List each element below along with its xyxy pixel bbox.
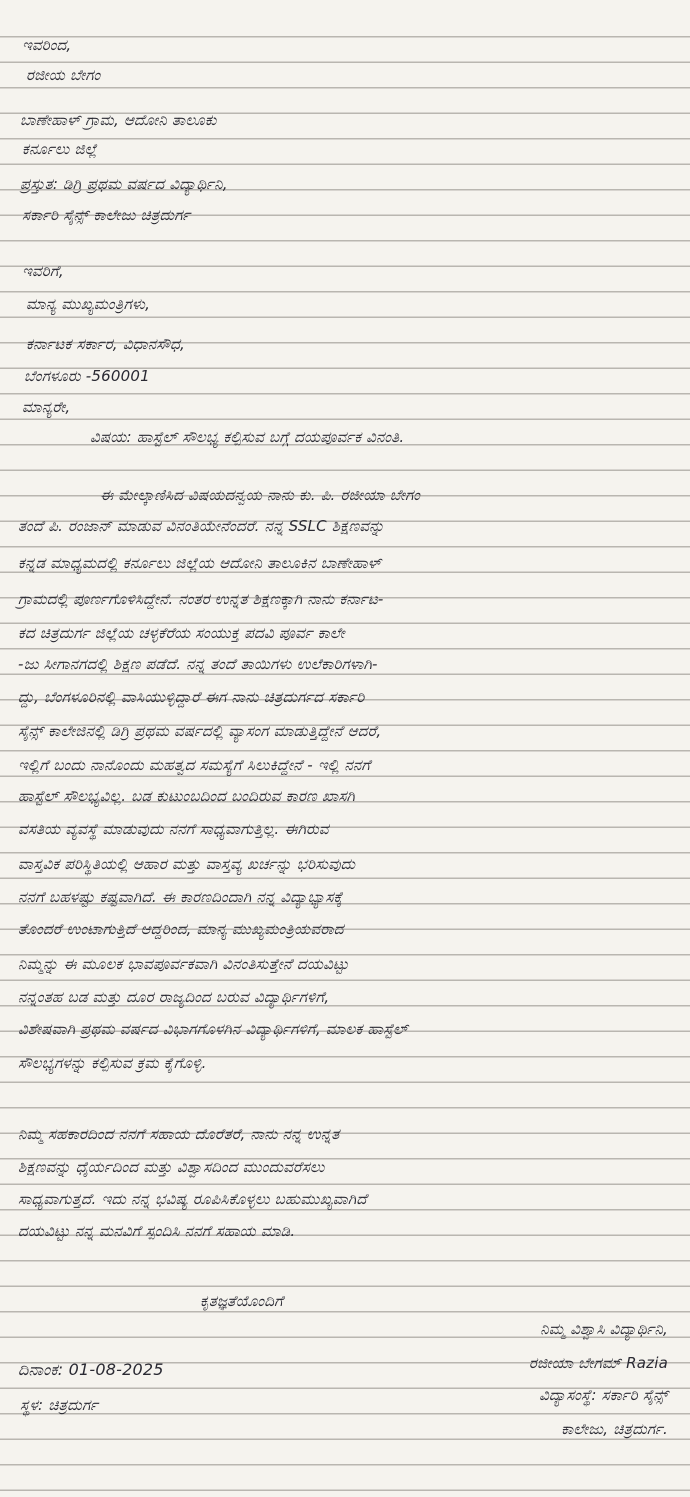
body-line: ವಿಶೇಷವಾಗಿ ಪ್ರಥಮ ವರ್ಷದ ವಿಭಾಗಗೊಳಗಿನ ವಿದ್ಯಾರ್ಥಿಗಳಿಗೆ, ಮಾಲಕ ಹಾಸ್ಟೆಲ್ (18, 1020, 408, 1038)
body-line: ಕದ ಚಿತ್ರದುರ್ಗ ಜಿಲ್ಲೆಯ ಚಳ್ಳಕೆರೆಯ ಸಂಯುಕ್ತ ಪದವಿ ಪೂರ್ವ ಕಾಲೇ (18, 624, 345, 642)
place-line: ಸ್ಥಳ: ಚಿತ್ರದುರ್ಗ (20, 1396, 99, 1414)
body-line: -ಜು ಸೀಗಾನಗದಲ್ಲಿ ಶಿಕ್ಷಣ ಪಡೆದೆ. ನನ್ನ ತಂದೆ ತಾಯಿಗಳು ಉಲೆಕಾರಿಗಳಾಗಿ- (18, 655, 378, 673)
recipient-title: ಮಾನ್ಯ ಮುಖ್ಯಮಂತ್ರಿಗಳು, (26, 295, 151, 313)
signature-line: ವಿದ್ಯಾಸಂಸ್ಥೆ: ಸರ್ಕಾರಿ ಸೈನ್ಸ್ (539, 1386, 668, 1404)
salutation: ಮಾನ್ಯರೇ, (22, 398, 71, 416)
body-line: ಗ್ರಾಮದಲ್ಲಿ ಪೂರ್ಣಗೊಳಿಸಿದ್ದೇನೆ. ನಂತರ ಉನ್ನತ ಶಿಕ್ಷಣಕ್ಕಾಗಿ ನಾನು ಕರ್ನಾಟ- (18, 590, 384, 608)
recipient-city: ಬೆಂಗಳೂರು -560001 (24, 367, 150, 385)
sender-district: ಕರ್ನೂಲು ಜಿಲ್ಲೆ (22, 140, 98, 158)
signature-line: ನಿಮ್ಮ ವಿಶ್ವಾಸಿ ವಿದ್ಯಾರ್ಥಿನಿ, (540, 1320, 668, 1338)
closing-line: ನಿಮ್ಮ ಸಹಕಾರದಿಂದ ನನಗೆ ಸಹಾಯ ದೊರೆತರೆ, ನಾನು ನನ್ನ ಉನ್ನತ (18, 1125, 340, 1143)
sender-name: ರಜೀಯ ಬೇಗಂ (26, 66, 101, 84)
signature-line: ಕಾಲೇಜು, ಚಿತ್ರದುರ್ಗ. (561, 1420, 668, 1438)
body-line: ಇಲ್ಲಿಗೆ ಬಂದು ನಾನೊಂದು ಮಹತ್ವದ ಸಮಸ್ಯೆಗೆ ಸಿಲುಕಿದ್ದೇನೆ - ಇಲ್ಲಿ ನನಗೆ (18, 756, 371, 774)
body-line: ವಾಸ್ತವಿಕ ಪರಿಸ್ಥಿತಿಯಲ್ಲಿ ಆಹಾರ ಮತ್ತು ವಾಸ್ತವ್ಯ ಖರ್ಚನ್ನು ಭರಿಸುವುದು (18, 855, 356, 873)
body-line: ದ್ದು, ಬೆಂಗಳೂರಿನಲ್ಲಿ ವಾಸಿಯುಳ್ಳಿದ್ದಾರೆ ಈಗ ನಾನು ಚಿತ್ರದುರ್ಗದ ಸರ್ಕಾರಿ (18, 688, 365, 706)
sender-village: ಬಾಣೇಹಾಳ್ ಗ್ರಾಮ, ಆದೋನಿ ತಾಲೂಕು (20, 111, 217, 129)
recipient-office: ಕರ್ನಾಟಕ ಸರ್ಕಾರ, ವಿಧಾನಸೌಧ, (26, 335, 185, 353)
sender-present: ಪ್ರಸ್ತುತ: ಡಿಗ್ರಿ ಪ್ರಥಮ ವರ್ಷದ ವಿದ್ಯಾರ್ಥಿನಿ, (20, 175, 228, 193)
body-line: ವಸತಿಯ ವ್ಯವಸ್ಥೆ ಮಾಡುವುದು ನನಗೆ ಸಾಧ್ಯವಾಗುತ್ತಿಲ್ಲ. ಈಗಿರುವ (18, 820, 329, 838)
body-line: ತೊಂದರೆ ಉಂಟಾಗುತ್ತಿದೆ ಆದ್ದರಿಂದ, ಮಾನ್ಯ ಮುಖ್ಯಮಂತ್ರಿಯವರಾದ (18, 920, 344, 938)
from-label: ಇವರಿಂದ, (22, 36, 72, 54)
body-line: ಈ ಮೇಲ್ಕಾಣಿಸಿದ ವಿಷಯದನ್ವಯ ನಾನು ಕು. ಪಿ. ರಜೀಯಾ ಬೇಗಂ (100, 486, 421, 504)
sender-college: ಸರ್ಕಾರಿ ಸೈನ್ಸ್ ಕಾಲೇಜು ಚಿತ್ರದುರ್ಗ (22, 206, 191, 224)
body-line: ನನಗೆ ಬಹಳಷ್ಟು ಕಷ್ಟವಾಗಿದೆ. ಈ ಕಾರಣದಿಂದಾಗಿ ನನ್ನ ವಿದ್ಯಾಭ್ಯಾಸಕ್ಕೆ (18, 888, 343, 906)
closing-line: ಸಾಧ್ಯವಾಗುತ್ತದೆ. ಇದು ನನ್ನ ಭವಿಷ್ಯ ರೂಪಿಸಿಕೊಳ್ಳಲು ಬಹುಮುಖ್ಯವಾಗಿದೆ (18, 1190, 367, 1208)
body-line: ಸೌಲಭ್ಯಗಳನ್ನು ಕಲ್ಪಿಸುವ ಕ್ರಮ ಕೈಗೊಳ್ಳಿ. (18, 1054, 207, 1072)
body-line: ನನ್ನಂತಹ ಬಡ ಮತ್ತು ದೂರ ರಾಜ್ಯದಿಂದ ಬರುವ ವಿದ್ಯಾರ್ಥಿಗಳಿಗೆ, (18, 988, 330, 1006)
body-line: ಸೈನ್ಸ್ ಕಾಲೇಜಿನಲ್ಲಿ ಡಿಗ್ರಿ ಪ್ರಥಮ ವರ್ಷದಲ್ಲಿ ವ್ಯಾಸಂಗ ಮಾಡುತ್ತಿದ್ದೇನೆ ಆದರೆ, (18, 722, 382, 740)
body-line: ಹಾಸ್ಟೆಲ್ ಸೌಲಭ್ಯವಿಲ್ಲ. ಬಡ ಕುಟುಂಬದಿಂದ ಬಂದಿರುವ ಕಾರಣ ಖಾಸಗಿ (18, 787, 355, 805)
closing-line: ದಯವಿಟ್ಟು ನನ್ನ ಮನವಿಗೆ ಸ್ಪಂದಿಸಿ ನನಗೆ ಸಹಾಯ ಮಾಡಿ. (18, 1222, 296, 1240)
body-line: ತಂದೆ ಪಿ. ರಂಜಾನ್ ಮಾಡುವ ವಿನಂತಿಯೇನೆಂದರೆ. ನನ್ನ SSLC ಶಿಕ್ಷಣವನ್ನು (18, 517, 385, 535)
subject-line: ವಿಷಯ: ಹಾಸ್ಟೆಲ್ ಸೌಲಭ್ಯ ಕಲ್ಪಿಸುವ ಬಗ್ಗೆ ದಯಪೂರ್ವಕ ವಿನಂತಿ. (90, 428, 405, 446)
signature-line: ರಜೀಯಾ ಬೇಗಮ್ Razia (528, 1354, 668, 1372)
regards: ಕೃತಜ್ಞತೆಯೊಂದಿಗೆ (200, 1292, 284, 1310)
body-line: ನಿಮ್ಮನ್ನು ಈ ಮೂಲಕ ಭಾವಪೂರ್ವಕವಾಗಿ ವಿನಂತಿಸುತ್ತೇನೆ ದಯವಿಟ್ಟು (18, 955, 349, 973)
closing-line: ಶಿಕ್ಷಣವನ್ನು ಧೈರ್ಯದಿಂದ ಮತ್ತು ವಿಶ್ವಾಸದಿಂದ ಮುಂದುವರೆಸಲು (18, 1158, 325, 1176)
body-line: ಕನ್ನಡ ಮಾಧ್ಯಮದಲ್ಲಿ ಕರ್ನೂಲು ಜಿಲ್ಲೆಯ ಆದೋನಿ ತಾಲೂಕಿನ ಬಾಣೇಹಾಳ್ (18, 554, 382, 572)
date-line: ದಿನಾಂಕ: 01-08-2025 (18, 1360, 164, 1379)
to-label: ಇವರಿಗೆ, (22, 262, 64, 280)
